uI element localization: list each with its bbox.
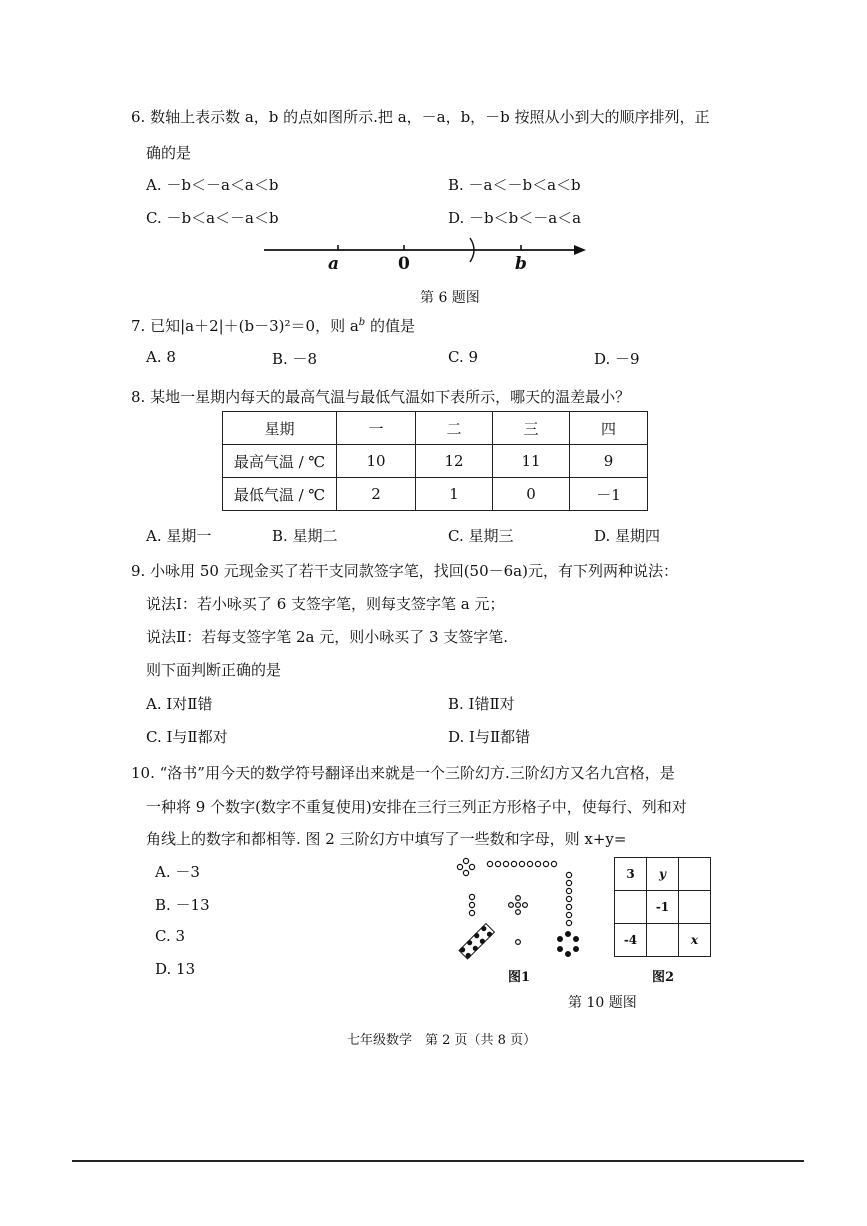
q7-option-d: D. －9 — [594, 350, 640, 368]
table-cell: 最高气温 / ℃ — [223, 445, 337, 478]
q7-option-b: B. －8 — [272, 350, 318, 368]
table-header-row — [223, 412, 648, 445]
page-footer: 七年级数学 第 2 页（共 8 页） — [347, 1033, 537, 1048]
q6-option-d: D. －b＜b＜－a＜a — [448, 209, 582, 227]
q10-option-c: C. 3 — [155, 927, 186, 945]
table-cell: 12 — [416, 445, 493, 478]
grid-cell: -1 — [647, 891, 679, 924]
q7-option-c: C. 9 — [448, 348, 479, 366]
q7-stem-tail: 的值是 — [365, 317, 415, 335]
grid-cell: y — [647, 858, 679, 891]
table-cell: 1 — [416, 478, 493, 511]
q10-stem-line1: 10. “洛书”用今天的数学符号翻译出来就是一个三阶幻方.三阶幻方又名九宫格，是 — [131, 764, 675, 782]
q9-judge: 则下面判断正确的是 — [146, 661, 282, 679]
fig2-label: 图2 — [652, 970, 675, 985]
luoshu-dots-six — [557, 931, 579, 957]
table-cell: 二 — [416, 412, 493, 445]
axis-label-0: 0 — [398, 254, 410, 274]
temperature-table — [222, 411, 648, 511]
q8-option-b: B. 星期二 — [272, 527, 338, 545]
table-row — [223, 445, 648, 478]
number-line-arrow — [574, 245, 586, 255]
bottom-divider — [72, 1160, 804, 1162]
grid-cell — [615, 891, 647, 924]
table-cell: 四 — [570, 412, 648, 445]
table-row — [223, 478, 648, 511]
grid-row — [615, 858, 711, 891]
grid-row — [615, 891, 711, 924]
q8-stem: 8. 某地一星期内每天的最高气温与最低气温如下表所示，哪天的温差最小？ — [131, 388, 631, 406]
q10-caption: 第 10 题图 — [568, 995, 637, 1011]
q10-option-d: D. 13 — [155, 960, 196, 978]
table-cell: 一 — [337, 412, 416, 445]
grid-cell — [679, 858, 711, 891]
q6-stem-line2: 确的是 — [146, 144, 192, 162]
grid-cell — [647, 924, 679, 957]
table-cell: －1 — [570, 478, 648, 511]
q8-option-a: A. 星期一 — [146, 527, 212, 545]
magic-square — [614, 857, 711, 957]
q7-stem — [131, 315, 415, 336]
axis-label-b: b — [515, 254, 527, 274]
q7-exponent: b — [358, 317, 366, 328]
axis-label-a: a — [328, 254, 340, 274]
grid-cell: 3 — [615, 858, 647, 891]
q6-option-c: C. －b＜a＜－a＜b — [146, 209, 279, 227]
luoshu-figure — [456, 855, 586, 965]
table-cell: 星期 — [223, 412, 337, 445]
q7-option-a: A. 8 — [146, 348, 176, 366]
number-line-figure — [260, 236, 590, 276]
q8-option-c: C. 星期三 — [448, 527, 514, 545]
q10-stem-line3: 角线上的数字和都相等. 图 2 三阶幻方中填写了一些数和字母，则 x+y= — [146, 830, 627, 848]
q6-stem-line1: 6. 数轴上表示数 a，b 的点如图所示.把 a，－a，b，－b 按照从小到大的顺序排列，正 — [131, 108, 710, 126]
fig1-label: 图1 — [508, 970, 531, 985]
q9-option-b: B. Ⅰ错Ⅱ对 — [448, 695, 515, 713]
q6-caption: 第 6 题图 — [420, 290, 480, 306]
table-cell: 11 — [493, 445, 570, 478]
grid-row — [615, 924, 711, 957]
grid-cell — [679, 891, 711, 924]
luoshu-dots — [457, 858, 571, 944]
q9-statement-1: 说法Ⅰ：若小咏买了 6 支签字笔，则每支签字笔 a 元； — [146, 595, 505, 613]
q9-statement-2: 说法Ⅱ：若每支签字笔 2a 元，则小咏买了 3 支签字笔. — [146, 628, 509, 646]
q9-option-c: C. Ⅰ与Ⅱ都对 — [146, 728, 228, 746]
table-cell: 最低气温 / ℃ — [223, 478, 337, 511]
table-cell: 2 — [337, 478, 416, 511]
luoshu-dots-eight — [459, 923, 495, 959]
table-cell: 9 — [570, 445, 648, 478]
q8-option-d: D. 星期四 — [594, 527, 661, 545]
q10-option-a: A. －3 — [155, 863, 200, 881]
q7-stem-text: 7. 已知|a＋2|＋(b－3)²＝0，则 a — [131, 317, 359, 335]
q10-stem-line2: 一种将 9 个数字(数字不重复使用)安排在三行三列正方形格子中，使每行、列和对 — [146, 798, 687, 816]
table-cell: 0 — [493, 478, 570, 511]
grid-cell: x — [679, 924, 711, 957]
grid-cell: -4 — [615, 924, 647, 957]
table-cell: 10 — [337, 445, 416, 478]
q9-stem: 9. 小咏用 50 元现金买了若干支同款签字笔，找回(50－6a)元，有下列两种说法： — [131, 562, 678, 580]
q10-option-b: B. －13 — [155, 896, 210, 914]
q6-option-b: B. －a＜－b＜a＜b — [448, 176, 581, 194]
q6-option-a: A. －b＜－a＜a＜b — [146, 176, 279, 194]
table-cell: 三 — [493, 412, 570, 445]
q9-option-d: D. Ⅰ与Ⅱ都错 — [448, 728, 531, 746]
q9-option-a: A. Ⅰ对Ⅱ错 — [146, 695, 213, 713]
